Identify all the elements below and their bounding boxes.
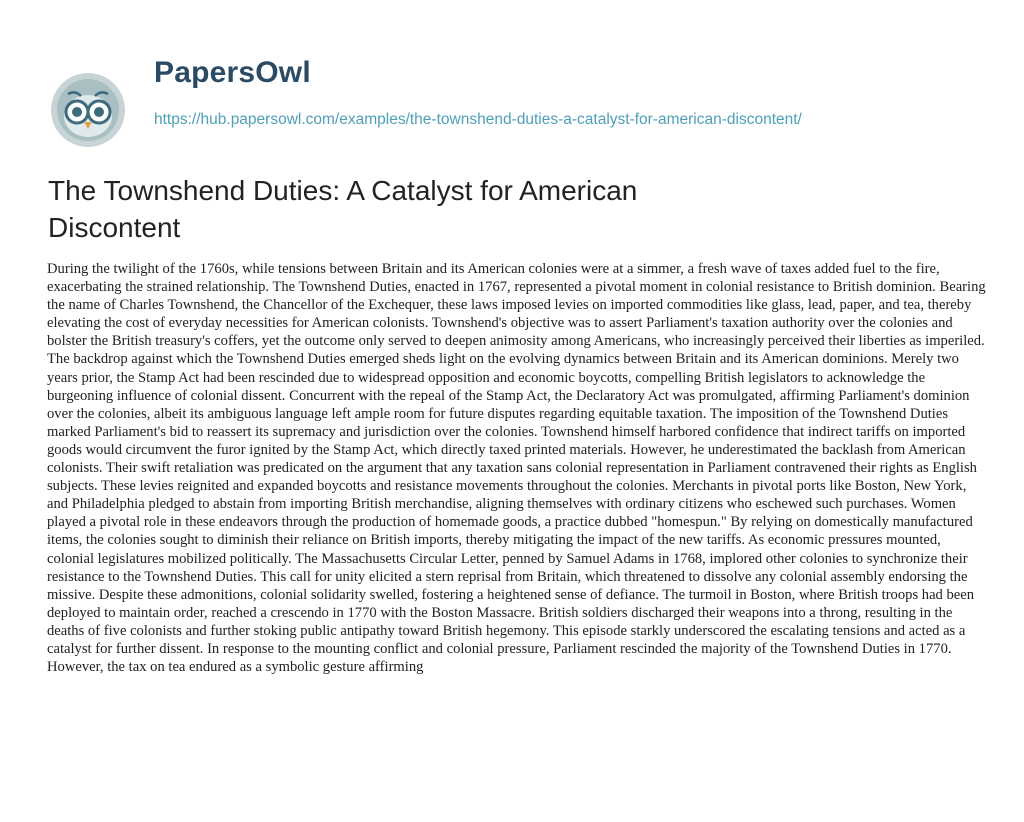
site-header bbox=[48, 56, 948, 156]
article-body: During the twilight of the 1760s, while tensions between Britain and its American colonies were at a simmer, a fresh wave of taxes added fuel to the fire, exacerbating the strained relationship. The Townshend Duties, enacted in 1767, represented a pivotal moment in colonial resistance to British dominion. Bearing the name of Charles Townshend, the Chancellor of the Exchequer, these laws imposed levies on imported commodities like glass, lead, paper, and tea, thereby elevating the cost of everyday necessities for American colonists. Townshend's objective was to assert Parliament's taxation authority over the colonies and bolster the British treasury's coffers, yet the outcome only served to deepen animosity among Americans, who increasingly perceived their liberties as imperiled. The backdrop against which the Townshend Duties emerged sheds light on the evolving dynamics between Britain and its American dominions. Merely two years prior, the Stamp Act had been rescinded due to widespread opposition and economic boycotts, compelling British legislators to acknowledge the burgeoning influence of colonial dissent. Concurrent with the repeal of the Stamp Act, the Declaratory Act was promulgated, affirming Parliament's dominion over the colonies, albeit its ambiguous language left ample room for future disputes regarding equitable taxation. The imposition of the Townshend Duties marked Parliament's bid to reassert its supremacy and jurisdiction over the colonies. Townshend himself harbored confidence that indirect tariffs on imported goods would circumvent the furor ignited by the Stamp Act, which directly taxed printed materials. However, he underestimated the backlash from American colonists. Their swift retaliation was predicated on the argument that any taxation sans colonial representation in Parliament contravened their rights as English subjects. These levies reignited and expanded boycotts and resistance movements throughout the colonies. Merchants in pivotal ports like Boston, New York, and Philadelphia pledged to abstain from importing British merchandise, aligning themselves with ordinary citizens who eschewed such purchases. Women played a pivotal role in these endeavors through the production of homemade goods, a practice dubbed "homespun." By relying on domestically manufactured items, the colonies sought to diminish their reliance on British imports, thereby mitigating the impact of the new tariffs. As economic pressures mounted, colonial legislatures mobilized politically. The Massachusetts Circular Letter, penned by Samuel Adams in 1768, implored other colonies to synchronize their resistance to the Townshend Duties. This call for unity elicited a stern reprisal from Britain, which threatened to dissolve any colonial assembly endorsing the missive. Despite these admonitions, colonial solidarity swelled, fostering a heightened sense of defiance. The turmoil in Boston, where British troops had been deployed to maintain order, reached a crescendo in 1770 with the Boston Massacre. British soldiers discharged their weapons into a throng, resulting in the deaths of five colonists and further stoking public antipathy toward British hegemony. This episode starkly underscored the escalating tensions and acted as a catalyst for further dissent. In response to the mounting conflict and colonial pressure, Parliament rescinded the majority of the Townshend Duties in 1770. However, the tax on tea endured as a symbolic gesture affirming bbox=[47, 261, 986, 676]
owl-face-icon bbox=[48, 70, 128, 150]
brand-name[interactable]: PapersOwl bbox=[154, 56, 311, 89]
article-title: The Townshend Duties: A Catalyst for American Discontent bbox=[48, 175, 638, 243]
source-url-link[interactable]: https://hub.papersowl.com/examples/the-townshend-duties-a-catalyst-for-american-discontent/ bbox=[154, 111, 802, 128]
